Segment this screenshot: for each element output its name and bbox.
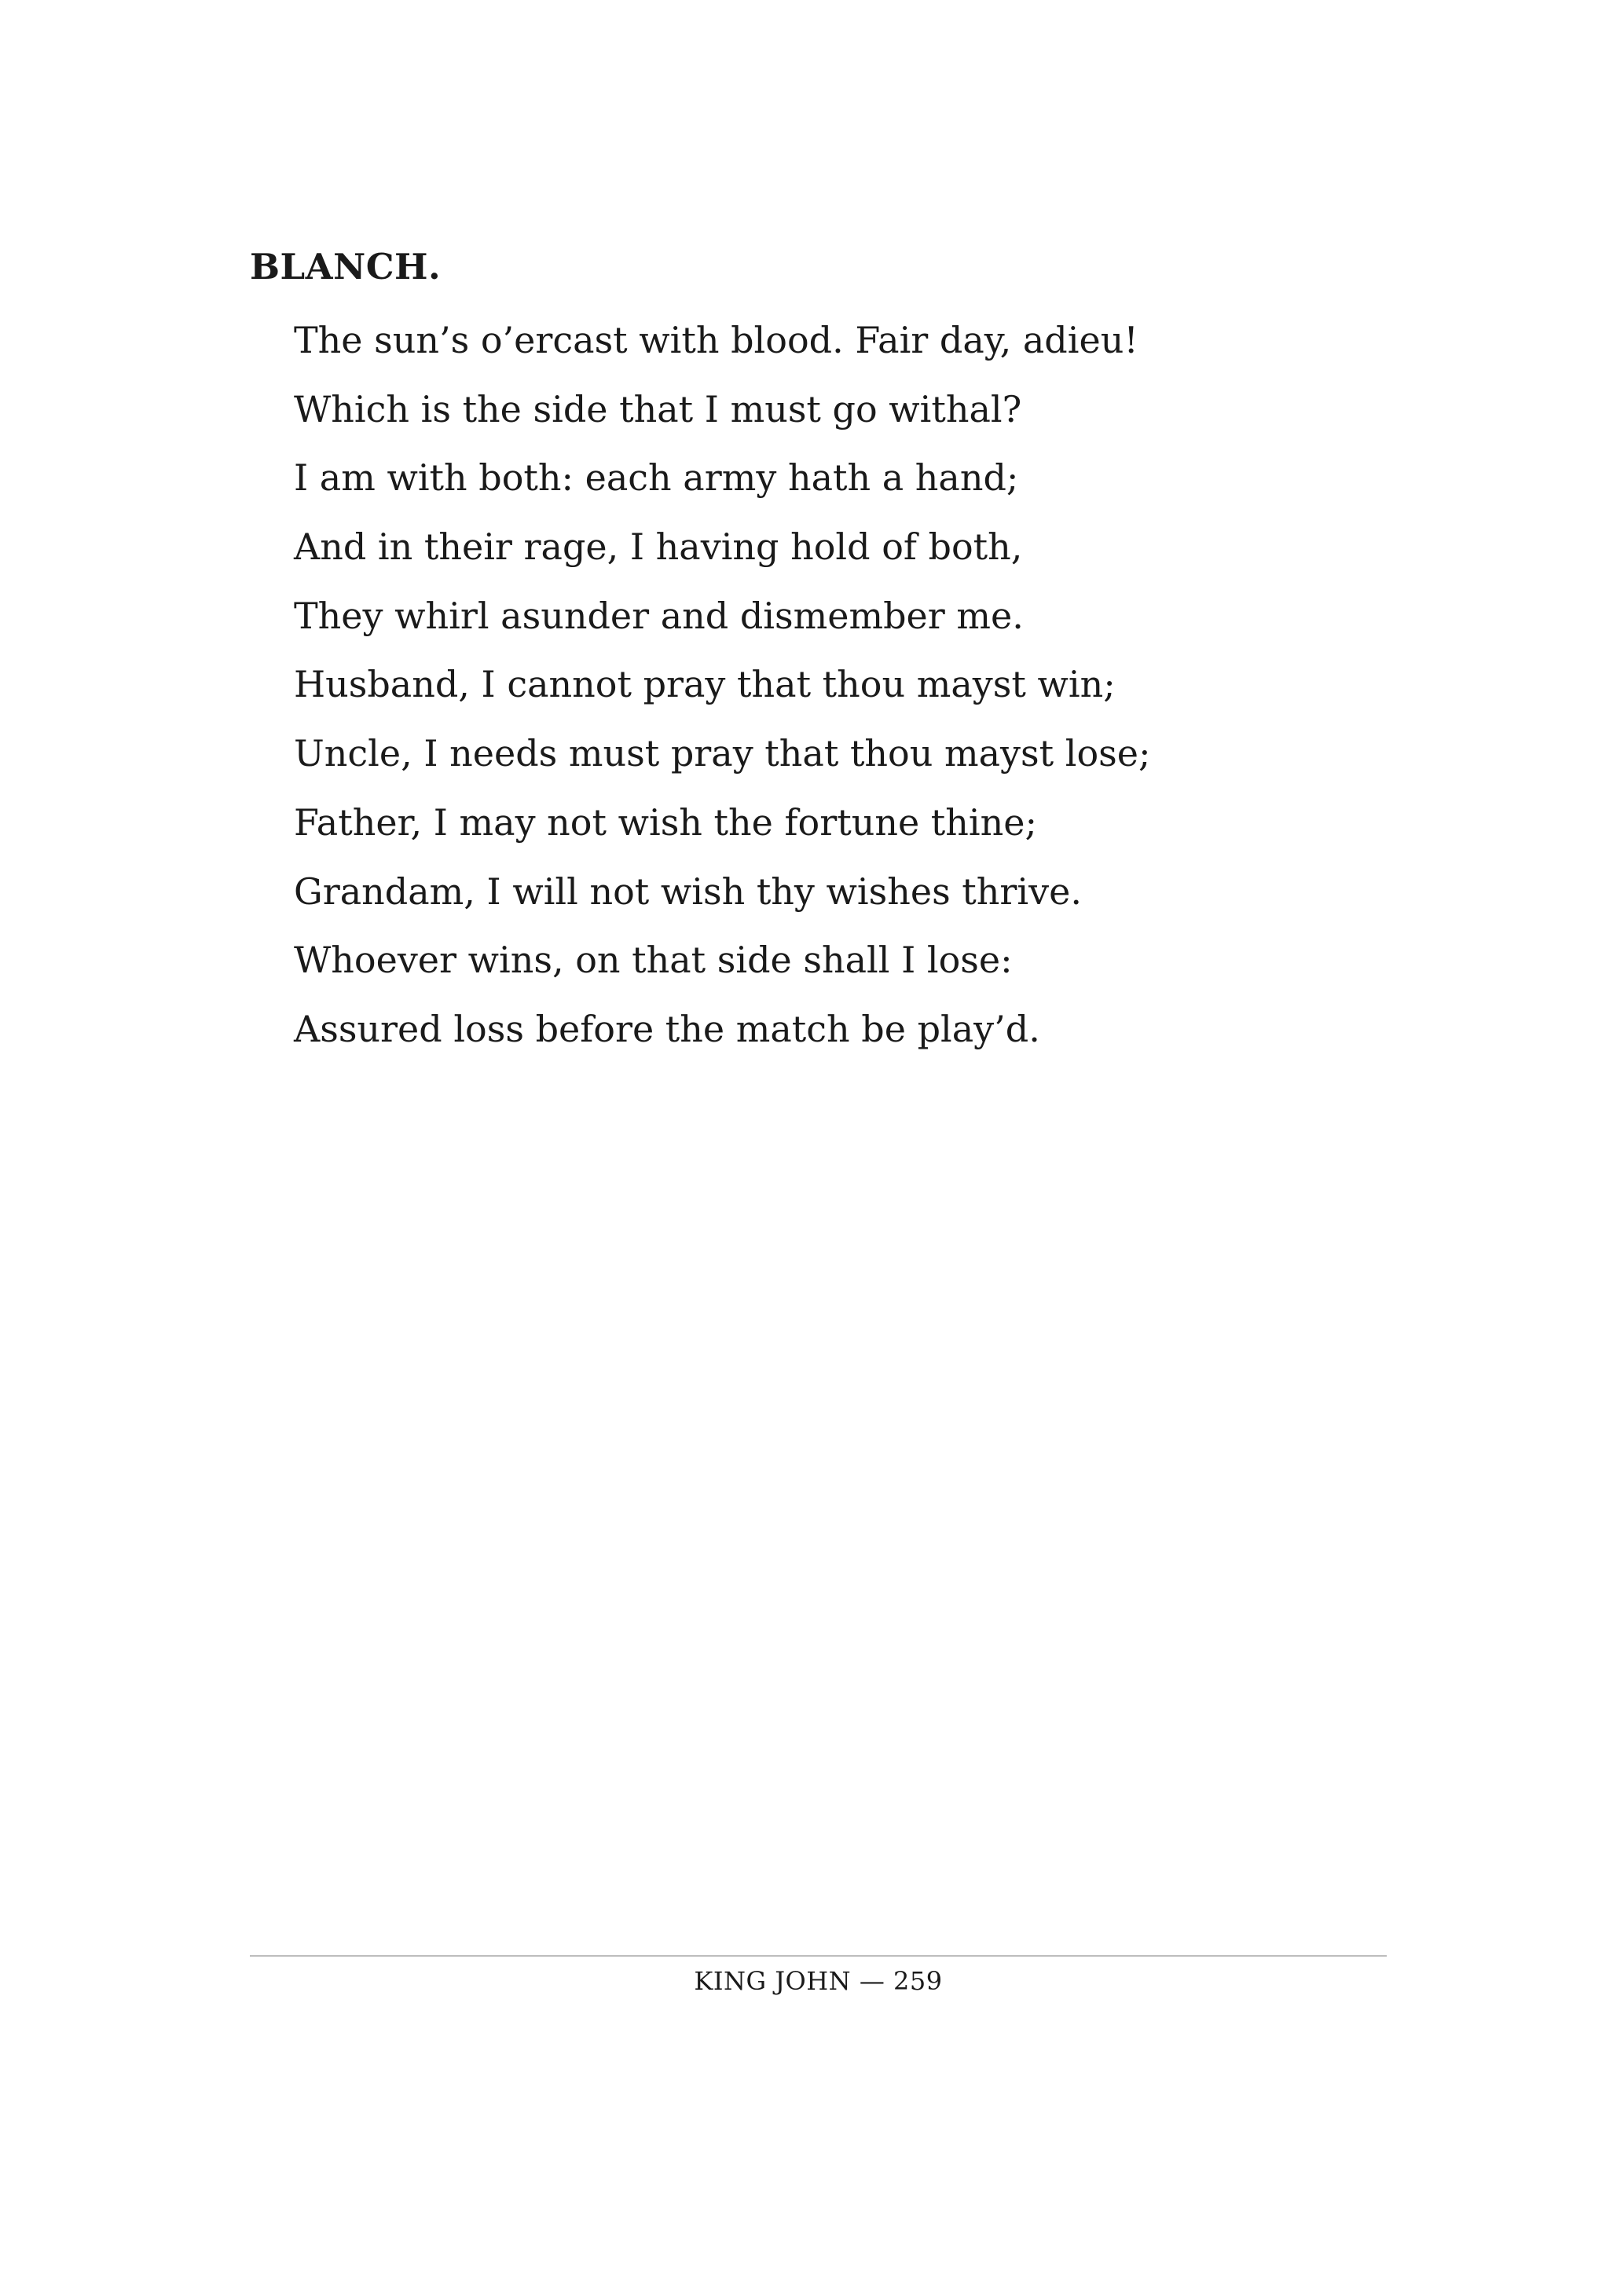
speaker-name: BLANCH. xyxy=(250,246,442,287)
verse-line: Father, I may not wish the fortune thine; xyxy=(294,800,1037,844)
verse-line: The sun’s o’ercast with blood. Fair day, adieu! xyxy=(294,319,1138,361)
verse-block xyxy=(294,306,1150,1064)
verse-line: Assured loss before the match be play’d. xyxy=(294,1007,1040,1050)
verse-line: Grandam, I will not wish thy wishes thrive. xyxy=(294,870,1082,913)
page-footer: KING JOHN — 259 xyxy=(694,1966,943,1996)
verse-line: Whoever wins, on that side shall I lose: xyxy=(294,939,1013,982)
verse-line: And in their rage, I having hold of both, xyxy=(294,525,1023,569)
footer-divider xyxy=(250,1955,1387,1957)
verse-line: They whirl asunder and dismember me. xyxy=(294,594,1024,637)
verse-line: Uncle, I needs must pray that thou mayst lose; xyxy=(294,732,1151,775)
verse-line: Which is the side that I must go withal? xyxy=(294,387,1022,430)
verse-line: Husband, I cannot pray that thou mayst win; xyxy=(294,663,1116,706)
verse-line: I am with both: each army hath a hand; xyxy=(294,456,1019,500)
